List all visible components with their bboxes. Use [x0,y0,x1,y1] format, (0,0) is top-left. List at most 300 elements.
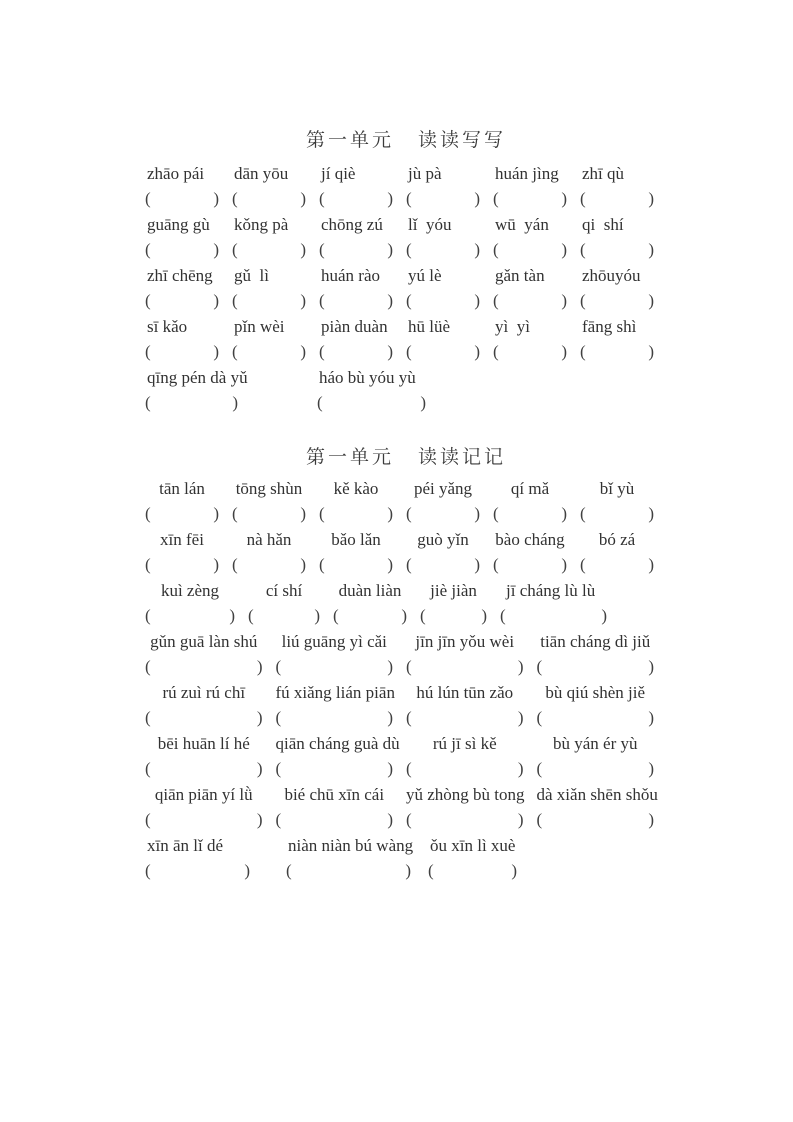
paren-close: ) [648,708,654,727]
answer-blank [406,239,493,260]
pinyin-text: jī cháng lù lù [506,581,596,600]
word-blank-cell [232,527,319,575]
pinyin-text: rú jī sì kě [432,734,497,753]
pinyin-text: qīng pén dà yǔ [147,368,248,387]
pinyin-text: xīn fēi [160,530,204,549]
answer-blank [248,605,333,626]
pinyin-text: yú lè [408,266,442,285]
word-blank-cell [493,212,580,260]
section-1-title-type: 读读写写 [418,130,507,151]
word-blank-cell [406,782,537,830]
answer-blank [319,239,406,260]
answer-blank [580,239,667,260]
answer-blank [276,809,407,830]
pinyin-text: wū yán [495,215,549,234]
paren-close: ) [387,189,393,208]
word-blank-cell [406,476,493,524]
paren-close: ) [300,240,306,259]
paren-close: ) [256,708,263,727]
word-blank-cell [493,527,580,575]
pinyin-text: qí mǎ [510,479,550,498]
pinyin-blank-row [145,629,667,680]
paren-open: ( [333,606,339,625]
answer-blank [145,392,251,413]
word-blank-cell [145,212,232,260]
paren-open: ( [580,291,586,310]
pinyin-text: huán rào [321,266,381,285]
paren-close: ) [387,708,393,727]
answer-blank [406,188,493,209]
answer-blank [232,290,319,311]
pinyin-text: pǐn wèi [234,317,285,336]
answer-blank [145,503,232,524]
pinyin-text: cí shí [265,581,303,600]
word-blank-cell [406,314,493,362]
pinyin-blank-row [145,527,667,578]
paren-close: ) [648,291,654,310]
word-blank-cell [406,680,537,728]
word-blank-cell [333,578,420,626]
section-1-title [145,125,667,152]
answer-blank [406,341,493,362]
word-blank-cell [493,476,580,524]
pinyin-text: duàn liàn [338,581,402,600]
paren-close: ) [648,810,654,829]
paren-close: ) [517,657,524,676]
pinyin-text: jí qiè [321,164,356,183]
paren-close: ) [648,189,654,208]
paren-open: ( [248,606,254,625]
answer-blank [276,707,407,728]
section-2-title [145,442,667,469]
answer-blank [580,290,667,311]
answer-blank [145,239,232,260]
paren-close: ) [474,342,480,361]
paren-open: ( [275,810,282,829]
paren-open: ( [406,504,412,523]
paren-open: ( [580,240,586,259]
answer-blank [537,809,668,830]
paren-open: ( [232,504,238,523]
paren-close: ) [256,657,263,676]
paren-close: ) [648,759,654,778]
paren-open: ( [319,240,325,259]
answer-blank [580,341,667,362]
paren-open: ( [145,810,151,829]
paren-close: ) [387,810,393,829]
pinyin-text: zhī chēng [147,266,213,285]
pinyin-text: jīn jīn yǒu wèi [415,632,515,651]
answer-blank [500,605,620,626]
paren-open: ( [145,708,151,727]
pinyin-text: rú zuì rú chī [162,683,246,702]
word-blank-cell [580,476,667,524]
pinyin-text: kǒng pà [234,215,289,234]
paren-close: ) [474,504,480,523]
word-blank-cell [406,212,493,260]
answer-blank [333,605,420,626]
word-blank-cell [145,782,276,830]
paren-open: ( [232,555,238,574]
word-blank-cell [580,263,667,311]
word-blank-cell [232,161,319,209]
paren-open: ( [493,555,499,574]
paren-close: ) [474,555,480,574]
paren-close: ) [387,657,393,676]
paren-close: ) [213,342,219,361]
word-blank-cell [232,476,319,524]
pinyin-text: qi shí [582,215,624,234]
word-blank-cell [276,782,407,830]
paren-close: ) [244,861,250,880]
paren-open: ( [406,555,412,574]
word-blank-cell [145,680,276,728]
section-2-title-type: 读读记记 [418,447,507,468]
paren-close: ) [314,606,320,625]
answer-blank [145,554,232,575]
worksheet-content [145,0,667,884]
paren-close: ) [213,240,219,259]
paren-open: ( [406,759,412,778]
paren-close: ) [256,759,263,778]
paren-close: ) [474,240,480,259]
answer-blank [428,860,530,881]
answer-blank [406,503,493,524]
paren-close: ) [300,342,306,361]
paren-close: ) [561,504,567,523]
paren-open: ( [145,342,151,361]
word-blank-cell [286,833,428,881]
paren-close: ) [213,291,219,310]
answer-blank [232,554,319,575]
word-blank-cell [232,314,319,362]
paren-close: ) [213,504,219,523]
answer-blank [493,290,580,311]
paren-open: ( [145,189,151,208]
paren-close: ) [517,759,524,778]
pinyin-text: bào cháng [495,530,565,549]
paren-close: ) [561,291,567,310]
paren-open: ( [406,291,412,310]
pinyin-text: háo bù yóu yù [319,368,416,387]
pinyin-text: hū lüè [408,317,451,336]
pinyin-text: fú xiǎng lián piān [275,683,395,702]
paren-open: ( [317,393,323,412]
pinyin-text: hú lún tūn zǎo [416,683,514,702]
paren-open: ( [580,555,586,574]
word-blank-cell [493,314,580,362]
pinyin-blank-row [145,263,667,314]
paren-open: ( [406,657,412,676]
paren-close: ) [387,342,393,361]
pinyin-blank-row [145,161,667,212]
word-blank-cell [537,782,668,830]
paren-close: ) [648,240,654,259]
pinyin-text: chōng zú [321,215,383,234]
paren-close: ) [300,555,306,574]
paren-close: ) [213,189,219,208]
pinyin-text: xīn ān lǐ dé [147,836,224,855]
word-blank-cell [493,161,580,209]
pinyin-text: tiān cháng dì jiǔ [540,632,651,651]
pinyin-blank-row [145,833,667,884]
word-blank-cell [145,629,276,677]
word-blank-cell [145,263,232,311]
paren-close: ) [256,810,263,829]
pinyin-blank-row [145,476,667,527]
word-blank-cell [276,629,407,677]
word-blank-cell [145,161,232,209]
word-blank-cell [420,578,500,626]
word-blank-cell [406,263,493,311]
paren-open: ( [145,606,151,625]
answer-blank [493,554,580,575]
paren-open: ( [406,810,412,829]
answer-blank [145,605,248,626]
paren-open: ( [406,240,412,259]
answer-blank [145,656,276,677]
word-blank-cell [145,476,232,524]
pinyin-text: sī kǎo [147,317,188,336]
spacer-cell [568,833,667,881]
pinyin-text: bié chū xīn cái [284,785,385,804]
answer-blank [493,239,580,260]
paren-open: ( [275,708,282,727]
paren-open: ( [232,240,238,259]
paren-open: ( [493,291,499,310]
pinyin-text: lǐ yóu [408,215,452,234]
pinyin-text: péi yǎng [413,479,473,498]
answer-blank [406,758,537,779]
word-blank-cell [406,161,493,209]
pinyin-text: dà xiǎn shēn shǒu [536,785,658,804]
paren-open: ( [580,342,586,361]
word-blank-cell [580,527,667,575]
paren-close: ) [405,861,411,880]
section-2-title-unit: 第一单元 [305,447,394,468]
answer-blank [145,188,232,209]
word-blank-cell [428,833,568,881]
paren-open: ( [145,759,151,778]
pinyin-text: guò yǐn [417,530,469,549]
paren-open: ( [145,393,151,412]
answer-blank [145,290,232,311]
paren-open: ( [232,189,238,208]
word-blank-cell [537,629,668,677]
pinyin-text: dān yōu [234,164,289,183]
paren-open: ( [500,606,506,625]
paren-open: ( [406,189,412,208]
paren-close: ) [387,555,393,574]
pinyin-text: fāng shì [582,317,637,336]
pinyin-text: bù yán ér yù [552,734,638,753]
pinyin-blank-row [145,731,667,782]
answer-blank [319,188,406,209]
word-blank-cell [406,629,537,677]
pinyin-text: jiè jiàn [430,581,477,600]
pinyin-text: bēi huān lí hé [157,734,250,753]
word-blank-cell [580,161,667,209]
paren-open: ( [319,291,325,310]
pinyin-blank-row [145,365,667,416]
word-blank-cell [145,527,232,575]
paren-close: ) [561,240,567,259]
answer-blank [232,341,319,362]
paren-open: ( [536,657,543,676]
answer-blank [493,188,580,209]
paren-close: ) [648,657,654,676]
pinyin-text: liú guāng yì cǎi [281,632,387,651]
word-blank-cell [145,833,286,881]
paren-close: ) [511,861,517,880]
pinyin-text: guāng gù [147,215,210,234]
answer-blank [276,656,407,677]
paren-open: ( [406,342,412,361]
answer-blank [537,656,668,677]
pinyin-text: qiān piān yí lǜ [154,785,253,804]
word-blank-cell [232,212,319,260]
answer-blank [406,707,537,728]
pinyin-blank-row [145,782,667,833]
paren-close: ) [387,291,393,310]
word-blank-cell [580,314,667,362]
answer-blank [406,554,493,575]
pinyin-text: niàn niàn bú wàng [288,836,414,855]
answer-blank [145,809,276,830]
paren-close: ) [420,393,426,412]
paren-close: ) [300,291,306,310]
paren-open: ( [319,555,325,574]
paren-open: ( [493,342,499,361]
pinyin-text: bǐ yù [599,479,635,498]
paren-close: ) [387,240,393,259]
answer-blank [580,503,667,524]
paren-open: ( [536,810,543,829]
paren-open: ( [145,657,151,676]
answer-blank [420,605,500,626]
answer-blank [317,392,439,413]
paren-open: ( [145,504,151,523]
paren-open: ( [406,708,412,727]
pinyin-blank-row [145,314,667,365]
pinyin-text: bó zá [598,530,636,549]
pinyin-text: bǎo lǎn [331,530,381,549]
paren-open: ( [420,606,426,625]
pinyin-text: gǎn tàn [495,266,545,285]
answer-blank [406,809,537,830]
paren-open: ( [232,342,238,361]
paren-open: ( [319,504,325,523]
paren-close: ) [481,606,487,625]
paren-open: ( [145,555,151,574]
word-blank-cell [232,263,319,311]
pinyin-text: kě kào [333,479,379,498]
word-blank-cell [319,527,406,575]
answer-blank [232,239,319,260]
pinyin-text: tōng shùn [235,479,303,498]
pinyin-text: nà hǎn [246,530,292,549]
answer-blank [145,758,276,779]
answer-blank [406,656,537,677]
pinyin-text: tān lán [159,479,205,498]
paren-close: ) [601,606,607,625]
word-blank-cell [580,212,667,260]
pinyin-text: zhī qù [582,164,625,183]
paren-close: ) [561,189,567,208]
pinyin-text: ǒu xīn lì xuè [430,836,516,855]
paren-close: ) [387,759,393,778]
answer-blank [493,341,580,362]
paren-open: ( [275,759,282,778]
pinyin-text: qiān cháng guà dù [275,734,400,753]
answer-blank [286,860,424,881]
paren-open: ( [232,291,238,310]
paren-close: ) [387,504,393,523]
paren-close: ) [561,342,567,361]
spacer-cell [505,365,667,413]
word-blank-cell [319,314,406,362]
word-blank-cell [537,680,668,728]
paren-open: ( [319,189,325,208]
word-blank-cell [248,578,333,626]
word-blank-cell [500,578,667,626]
answer-blank [319,341,406,362]
pinyin-text: yǔ zhòng bù tong [406,785,525,804]
word-blank-cell [145,731,276,779]
paren-close: ) [648,342,654,361]
paren-open: ( [145,291,151,310]
answer-blank [537,707,668,728]
pinyin-text: bù qiú shèn jiě [545,683,646,702]
answer-blank [232,503,319,524]
answer-blank [276,758,407,779]
answer-blank [232,188,319,209]
answer-blank [580,554,667,575]
word-blank-cell [317,365,505,413]
pinyin-text: jù pà [408,164,442,183]
pinyin-text: gǔn guā làn shú [150,632,258,651]
answer-blank [145,341,232,362]
answer-blank [537,758,668,779]
paren-open: ( [145,861,151,880]
pinyin-blank-row [145,680,667,731]
pinyin-text: piàn duàn [321,317,388,336]
paren-open: ( [286,861,292,880]
word-blank-cell [276,680,407,728]
paren-close: ) [401,606,407,625]
answer-blank [319,503,406,524]
pinyin-blank-row [145,578,667,629]
section-1-title-unit: 第一单元 [305,130,394,151]
answer-blank [580,188,667,209]
pinyin-text: kuì zèng [160,581,220,600]
paren-open: ( [536,759,543,778]
paren-close: ) [474,189,480,208]
pinyin-text: gǔ lì [234,266,269,285]
paren-open: ( [428,861,434,880]
paren-open: ( [536,708,543,727]
word-blank-cell [276,731,407,779]
paren-open: ( [493,189,499,208]
paren-close: ) [232,393,238,412]
answer-blank [406,290,493,311]
word-blank-cell [406,731,537,779]
paren-open: ( [145,240,151,259]
word-blank-cell [493,263,580,311]
pinyin-text: yì yì [495,317,530,336]
paren-close: ) [300,189,306,208]
paren-open: ( [493,240,499,259]
